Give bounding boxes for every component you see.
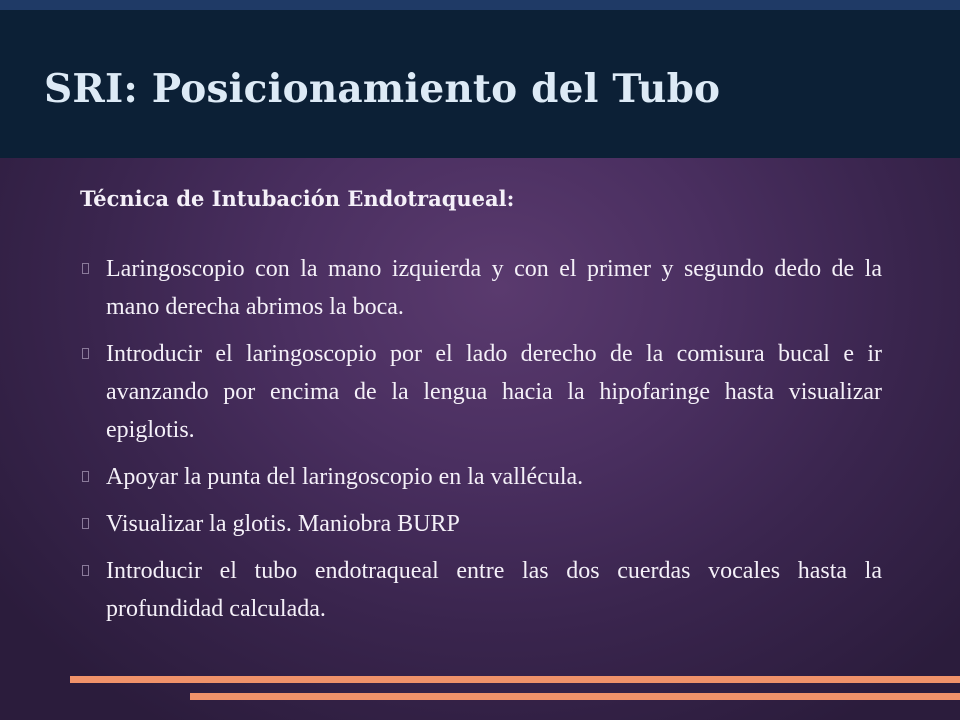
slide-subtitle: Técnica de Intubación Endotraqueal: xyxy=(80,186,515,211)
accent-bar-upper xyxy=(70,676,960,683)
bullet-item xyxy=(80,250,882,326)
bullet-marker-icon xyxy=(82,348,89,359)
bullet-list xyxy=(80,250,882,637)
slide-title: SRI: Posicionamiento del Tubo xyxy=(44,66,721,112)
bullet-text: Introducir el laringoscopio por el lado derecho de la comisura bucal e ir avanzando por encima de la lengua hacia la hipofaringe hasta visualizar epiglotis. xyxy=(106,341,882,443)
bullet-item xyxy=(80,458,882,496)
bullet-item xyxy=(80,552,882,628)
bullet-text: Laringoscopio con la mano izquierda y con el primer y segundo dedo de la mano derecha abrimos la boca. xyxy=(106,256,882,320)
accent-bar-lower xyxy=(190,693,960,700)
bullet-item xyxy=(80,505,882,543)
bullet-text: Apoyar la punta del laringoscopio en la vallécula. xyxy=(106,464,584,490)
bullet-marker-icon xyxy=(82,471,89,482)
top-accent-line xyxy=(0,0,960,10)
bullet-marker-icon xyxy=(82,565,89,576)
bullet-text: Visualizar la glotis. Maniobra BURP xyxy=(106,511,460,537)
bullet-item xyxy=(80,335,882,449)
bullet-marker-icon xyxy=(82,263,89,274)
bullet-text: Introducir el tubo endotraqueal entre las dos cuerdas vocales hasta la profundidad calculada. xyxy=(106,558,882,622)
bullet-marker-icon xyxy=(82,518,89,529)
